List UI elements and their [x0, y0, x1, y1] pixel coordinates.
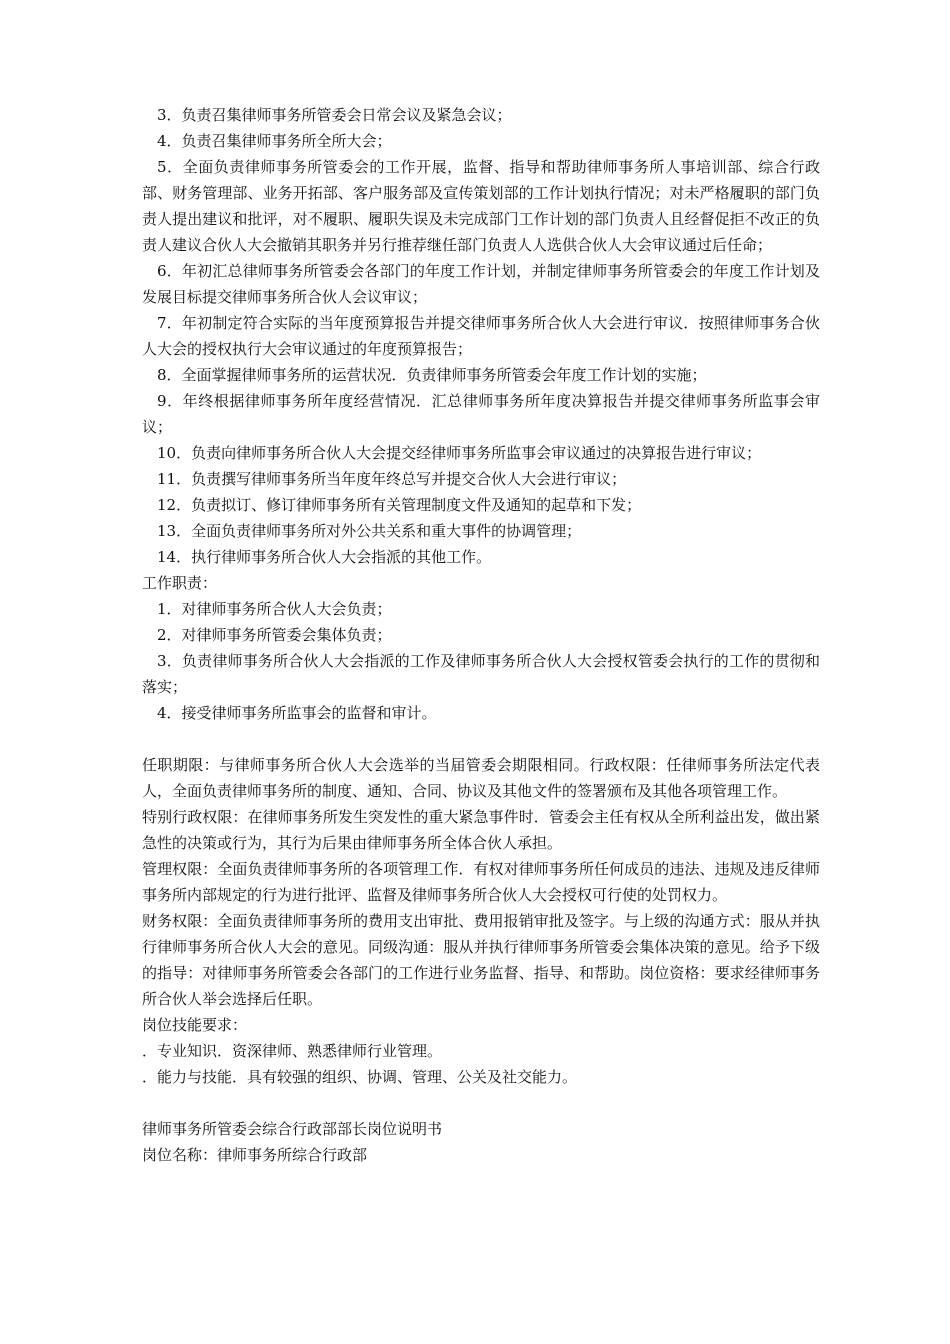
management-authority: 管理权限：全面负责律师事务所的各项管理工作．有权对律师事务所任何成员的违法、违规及违反律师事务所内部规定的行为进行批评、监督及律师事务所合伙人大会授权可行使的处罚权力。	[142, 860, 820, 904]
responsibility-item-4: 4．接受律师事务所监事会的监督和审计。	[157, 704, 437, 722]
duty-item-10: 10．负责向律师事务所合伙人大会提交经律师事务所监事会审议通过的决算报告进行审议；	[157, 444, 762, 462]
next-section-title: 律师事务所管委会综合行政部部长岗位说明书	[142, 1120, 443, 1138]
tenure-admin-authority: 任职期限：与律师事务所合伙人大会选举的当届管委会期限相同。行政权限：任律师事务所法定代表人，全面负责律师事务所的制度、通知、合同、协议及其他文件的签署颁布及其他各项管理工作。	[142, 756, 820, 800]
responsibility-item-2: 2．对律师事务所管委会集体负责；	[157, 626, 392, 644]
duty-item-4: 4．负责召集律师事务所全所大会；	[157, 132, 392, 150]
next-section-position: 岗位名称：律师事务所综合行政部	[142, 1146, 368, 1164]
duty-item-13: 13．全面负责律师事务所对外公共关系和重大事件的协调管理；	[157, 522, 582, 540]
responsibilities-heading: 工作职责：	[142, 574, 218, 592]
duty-item-11: 11．负责撰写律师事务所当年度年终总写并提交合伙人大会进行审议；	[157, 470, 627, 488]
responsibility-item-3: 3．负责律师事务所合伙人大会指派的工作及律师事务所合伙人大会授权管委会执行的工作的贯彻和落实；	[142, 652, 820, 696]
section-spacer	[142, 726, 820, 752]
duty-item-7: 7．年初制定符合实际的当年度预算报告并提交律师事务所合伙人大会进行审议．按照律师事务合伙人大会的授权执行大会审议通过的年度预算报告；	[142, 314, 820, 358]
duty-item-12: 12．负责拟订、修订律师事务所有关管理制度文件及通知的起草和下发；	[157, 496, 642, 514]
duty-item-6: 6．年初汇总律师事务所管委会各部门的年度工作计划，并制定律师事务所管委会的年度工作计划及发展目标提交律师事务所合伙人会议审议；	[142, 262, 820, 306]
duty-item-3: 3．负责召集律师事务所管委会日常会议及紧急会议；	[157, 106, 512, 124]
duty-item-5: 5．全面负责律师事务所管委会的工作开展，监督、指导和帮助律师事务所人事培训部、综合行政部、财务管理部、业务开拓部、客户服务部及宣传策划部的工作计划执行情况；对未严格履职的部门负责人提出建议和批评，对不履职、履职失误及未完成部门工作计划的部门负责人且经督促拒不改正的负责人建议合伙人大会撤销其职务并另行推荐继任部门负责人人选供合伙人大会审议通过后任命；	[142, 158, 820, 254]
skill-item-knowledge: ．专业知识．资深律师、熟悉律师行业管理。	[142, 1042, 443, 1060]
skills-heading: 岗位技能要求：	[142, 1016, 248, 1034]
responsibility-item-1: 1．对律师事务所合伙人大会负责；	[157, 600, 392, 618]
section-spacer	[142, 1090, 820, 1116]
duty-item-14: 14．执行律师事务所合伙人大会指派的其他工作。	[157, 548, 492, 566]
duty-item-9: 9．年终根据律师事务所年度经营情况．汇总律师事务所年度决算报告并提交律师事务所监事会审议；	[142, 392, 820, 436]
duty-item-8: 8．全面掌握律师事务所的运营状况．负责律师事务所管委会年度工作计划的实施；	[157, 366, 707, 384]
financial-authority: 财务权限：全面负责律师事务所的费用支出审批、费用报销审批及签字。与上级的沟通方式：服从并执行律师事务所合伙人大会的意见。同级沟通：服从并执行律师事务所管委会集体决策的意见。给予下级的指导：对律师事务所管委会各部门的工作进行业务监督、指导、和帮助。岗位资格：要求经律师事务所合伙人举会选择后任职。	[142, 912, 820, 1008]
special-admin-authority: 特别行政权限：在律师事务所发生突发性的重大紧急事件时．管委会主任有权从全所利益出发，做出紧急性的决策或行为，其行为后果由律师事务所全体合伙人承担。	[142, 808, 820, 852]
skill-item-ability: ．能力与技能．具有较强的组织、协调、管理、公关及社交能力。	[142, 1068, 578, 1086]
